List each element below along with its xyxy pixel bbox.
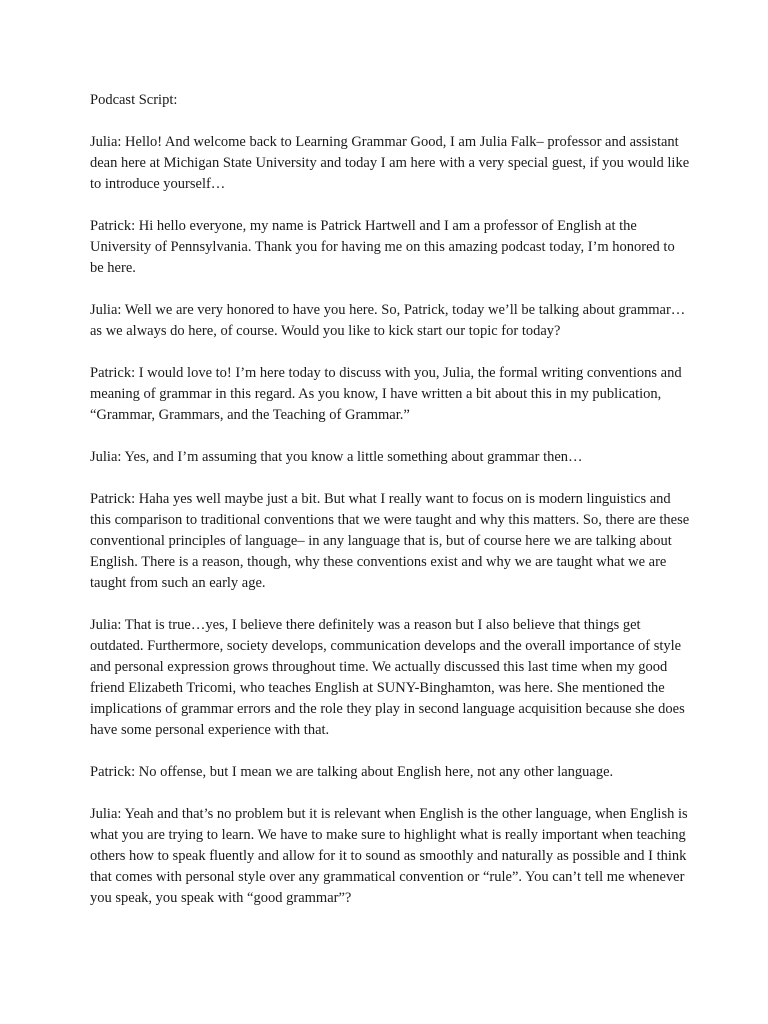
paragraph: Patrick: I would love to! I’m here today to discuss with you, Julia, the formal writing conventions and meaning of grammar in this regard. As you know, I have written a bit about this in my publication, “Grammar, Grammars, and the Teaching of Grammar.” [90,365,682,423]
paragraph: Patrick: Hi hello everyone, my name is Patrick Hartwell and I am a professor of English at the University of Pennsylvania. Thank you for having me on this amazing podcast today, I’m honored to be here. [90,218,675,276]
paragraph: Julia: Yes, and I’m assuming that you know a little something about grammar then… [90,449,583,465]
paragraph: Julia: Yeah and that’s no problem but it is relevant when English is the other language, when English is what you are trying to learn. We have to make sure to highlight what is really important when teaching others how to speak fluently and allow for it to sound as smoothly and naturally as possible and I think that comes with personal style over any grammatical convention or “rule”. You can’t tell me whenever you speak, you speak with “good grammar”? [90,806,688,906]
document-title: Podcast Script: [90,92,178,108]
paragraph: Patrick: No offense, but I mean we are talking about English here, not any other language. [90,764,614,780]
document-page [90,90,690,930]
paragraph: Patrick: Haha yes well maybe just a bit. But what I really want to focus on is modern linguistics and this comparison to traditional conventions that we were taught and why this matters. So, there are these conventional principles of language– in any language that is, but of course here we are talking about English. There is a reason, though, why these conventions exist and why we are taught what we are taught from such an early age. [90,491,690,591]
paragraph: Julia: Well we are very honored to have you here. So, Patrick, today we’ll be talking about grammar… as we always do here, of course. Would you like to kick start our topic for today? [90,302,686,339]
paragraph: Julia: Hello! And welcome back to Learning Grammar Good, I am Julia Falk– professor and assistant dean here at Michigan State University and today I am here with a very special guest, if you would like to introduce yourself… [90,134,690,192]
paragraph: Julia: That is true…yes, I believe there definitely was a reason but I also believe that things get outdated. Furthermore, society develops, communication develops and the overall importance of style and personal expression grows throughout time. We actually discussed this last time when my good friend Elizabeth Tricomi, who teaches English at SUNY-Binghamton, was here. She mentioned the implications of grammar errors and the role they play in second language acquisition because she does have some personal experience with that. [90,617,685,738]
